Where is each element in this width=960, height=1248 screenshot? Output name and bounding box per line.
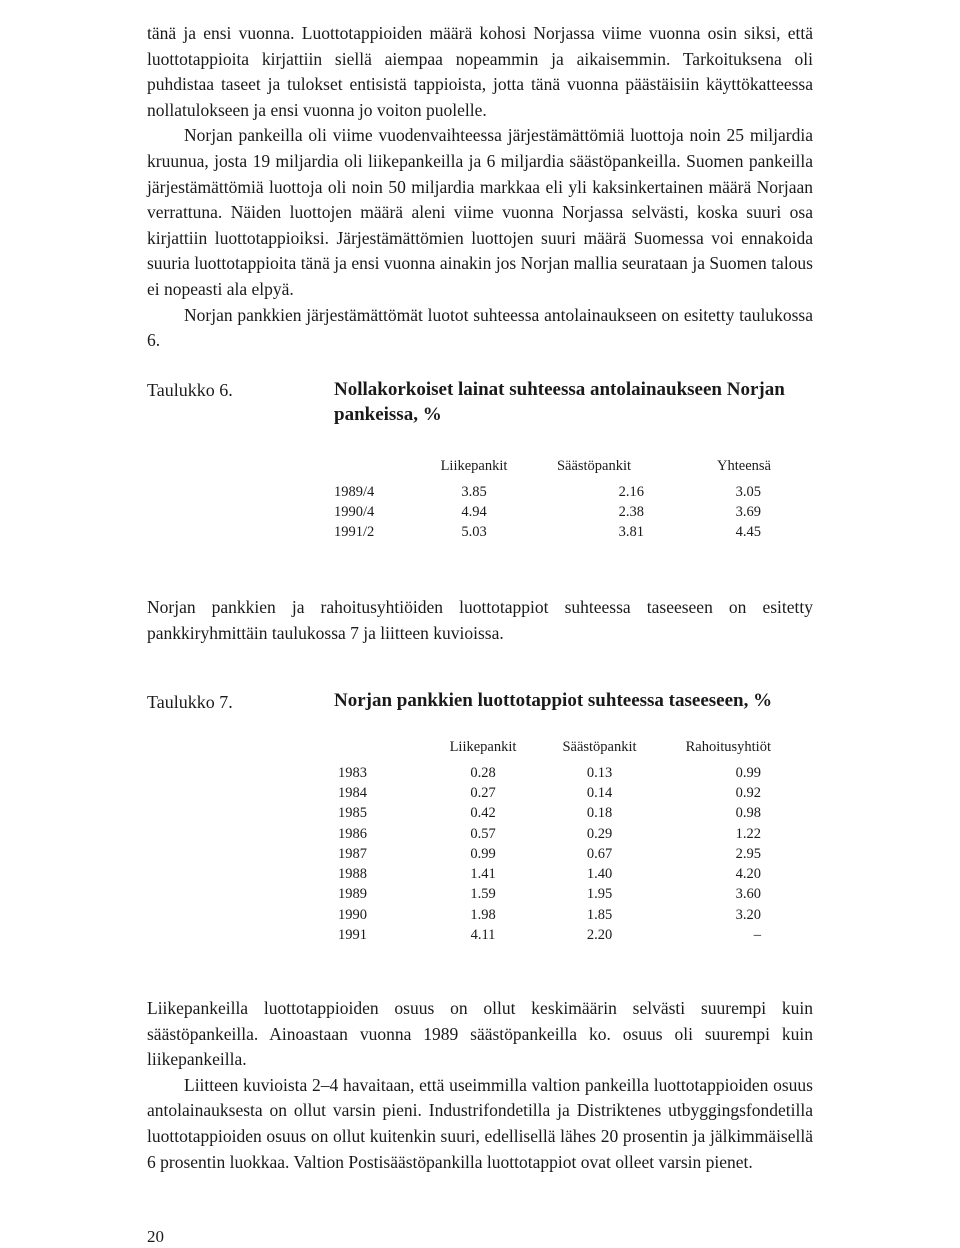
table-cell: 1.59 [470, 886, 496, 903]
table-cell-year: 1991 [338, 927, 367, 944]
table-cell-year: 1989/4 [334, 483, 375, 500]
paragraph: Norjan pankkien ja rahoitusyhtiöiden luottotappiot suhteessa taseeseen on esitetty pankkiryhmittäin taulukossa 7 ja liitteen kuvioissa. [147, 597, 813, 643]
table-cell: 3.85 [461, 483, 487, 500]
page-number: 20 [147, 1227, 164, 1246]
table-cell: 3.20 [735, 906, 761, 923]
table-row [334, 502, 771, 522]
table-cell-year: 1987 [338, 845, 367, 862]
table-row [338, 905, 771, 925]
table-cell-year: 1983 [338, 764, 367, 781]
table6-caption: Taulukko 6. [147, 380, 233, 400]
table-cell: 0.14 [586, 784, 613, 801]
table-header-row [338, 739, 771, 763]
table-row [334, 523, 771, 543]
table-cell: 0.18 [586, 805, 613, 822]
table-cell: 1.40 [586, 866, 613, 883]
table-cell: – [753, 927, 761, 944]
table-row [338, 885, 771, 905]
table-header-cell [334, 458, 424, 482]
table-cell: 2.16 [618, 483, 644, 500]
table-cell: 0.98 [735, 805, 761, 822]
table-cell-year: 1985 [338, 805, 367, 822]
table-cell-year: 1988 [338, 866, 367, 883]
table-cell-year: 1990/4 [334, 503, 375, 520]
table-header-row [334, 458, 771, 482]
table-header-cell: Yhteensä [717, 458, 771, 474]
table-header-cell [338, 739, 433, 763]
table-cell-year: 1991/2 [334, 524, 375, 541]
table-header-cell: Liikepankit [449, 739, 517, 755]
paragraph: Norjan pankkien järjestämättömät luotot suhteessa antolainaukseen on esitetty taulukossa 6. [147, 304, 813, 351]
table-cell-year: 1986 [338, 825, 367, 842]
paragraph: Liitteen kuvioista 2–4 havaitaan, että useimmilla valtion pankeilla luottotappioiden osuus antolainauksesta on ollut varsin pieni. Industrifondetilla ja Distriktenes utbyggingsfondetilla luottotappioiden osuus on ollut kuitenkin suuri, edellisellä lähes 20 prosentin ja jälkimmäisellä 6 prosentin luokkaa. Valtion Postisäästöpankilla luottotappiot ovat olleet varsin pienet. [147, 1074, 813, 1172]
table7-title: Norjan pankkien luottotappiot suhteessa taseeseen, % [334, 690, 773, 711]
table-cell: 1.41 [470, 866, 496, 883]
table-cell-year: 1989 [338, 886, 367, 903]
table-row [338, 824, 771, 844]
table-cell: 0.28 [470, 764, 496, 781]
table-cell: 2.95 [735, 845, 761, 862]
table-cell: 4.45 [735, 524, 761, 541]
table-cell: 4.20 [735, 866, 761, 883]
table-cell: 3.60 [735, 886, 761, 903]
table-row [338, 844, 771, 864]
paragraph: Liikepankeilla luottotappioiden osuus on ollut keskimäärin selvästi suurempi kuin säästöpankeilla. Ainoastaan vuonna 1989 säästöpankeilla ko. osuus oli suurempi kuin liikepankeilla. [147, 998, 813, 1070]
table-cell: 1.95 [586, 886, 613, 903]
table-cell: 1.22 [735, 825, 761, 842]
table-cell: 0.67 [586, 845, 613, 862]
table-cell: 0.42 [470, 805, 496, 822]
table-cell: 4.11 [470, 927, 496, 944]
table-row [338, 783, 771, 803]
table6 [334, 458, 771, 543]
table-cell: 0.29 [586, 825, 613, 842]
table-cell: 2.20 [586, 927, 613, 944]
table7-caption: Taulukko 7. [147, 692, 233, 712]
table-cell: 4.94 [461, 503, 487, 520]
table-cell: 5.03 [461, 524, 487, 541]
body-text-top [147, 21, 813, 354]
table-cell: 1.85 [586, 906, 613, 923]
table-row [334, 482, 771, 502]
table-row [338, 804, 771, 824]
table-cell: 2.38 [618, 503, 644, 520]
table-cell: 3.69 [735, 503, 761, 520]
table-header-cell: Rahoitusyhtiöt [685, 739, 771, 755]
table-cell: 1.98 [470, 906, 496, 923]
table-row [338, 864, 771, 884]
table-cell: 3.05 [735, 483, 761, 500]
table-cell-year: 1984 [338, 784, 367, 801]
table-cell: 0.27 [470, 784, 496, 801]
table-row [338, 763, 771, 783]
table-row [338, 925, 771, 945]
paragraph: Norjan pankeilla oli viime vuodenvaihteessa järjestämättömiä luottoja noin 25 miljardia kruunua, josta 19 miljardia oli liikepankeilla ja 6 miljardia säästöpankeilla. Suomen pankeilla järjestämättömiä luottoja oli noin 50 miljardia markkaa eli yli kaksinkertainen määrä Norjaan verrattuna. Näiden luottojen määrä aleni viime vuonna Norjassa selvästi, koska suuri osa kirjattiin luottotappioiksi. Järjestämättömien luottojen suuri määrä Suomessa voi ennakoida suuria luottotappioita tänä ja ensi vuonna ainakin jos Norjan mallia seurataan ja Suomen talous ei nopeasti ala elpyä. [147, 125, 813, 299]
table-header-cell: Säästöpankit [562, 739, 637, 755]
body-text-mid [147, 595, 813, 646]
table-cell: 0.57 [470, 825, 496, 842]
paragraph: tänä ja ensi vuonna. Luottotappioiden määrä kohosi Norjassa viime vuonna osin siksi, että luottotappioita kirjattiin siellä aiempaa nopeammin ja aikaisemmin. Tarkoituksena oli puhdistaa taseet ja tulokset entisistä tappioista, jotta tänä vuonna päästäisiin käyttökatteessa nollatulokseen ja ensi vuonna jo voiton puolelle. [147, 23, 813, 120]
table-cell: 0.99 [470, 845, 496, 862]
table-header-cell: Liikepankit [440, 458, 508, 474]
table-cell-year: 1990 [338, 906, 367, 923]
table-cell: 0.13 [586, 764, 613, 781]
table-header-cell: Säästöpankit [556, 458, 632, 474]
table7 [338, 739, 771, 946]
body-text-bottom [147, 996, 813, 1175]
table-cell: 3.81 [618, 524, 644, 541]
table-cell: 0.92 [735, 784, 761, 801]
table-cell: 0.99 [735, 764, 761, 781]
table6-title: Nollakorkoiset lainat suhteessa antolainaukseen Norjan pankeissa, % [334, 379, 785, 425]
